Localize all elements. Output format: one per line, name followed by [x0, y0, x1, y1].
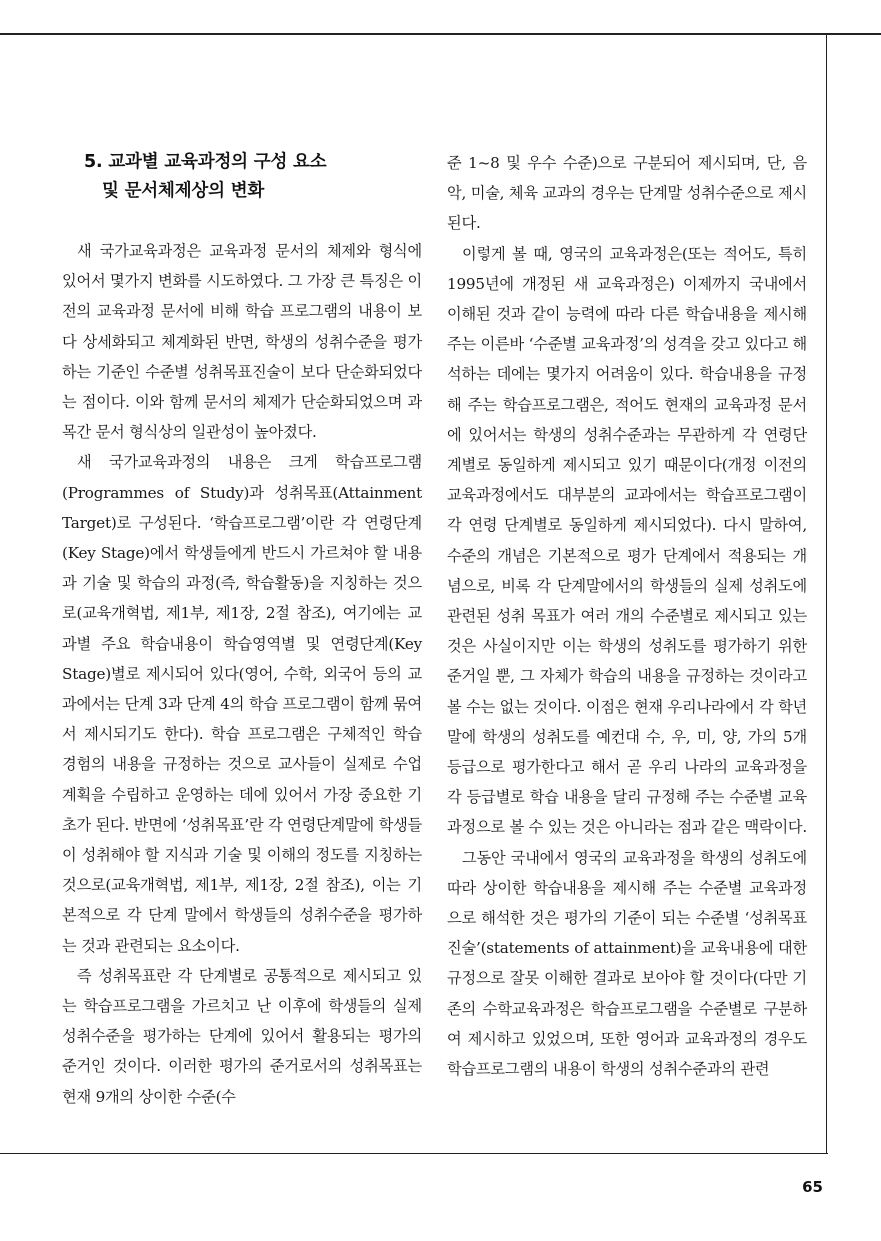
left-column: [62, 148, 422, 1112]
page-number: 65: [802, 1178, 823, 1196]
paragraph-continuation: 준 1~8 및 우수 수준)으로 구분되어 제시되며, 단, 음악, 미술, 체육 교과의 경우는 단계말 성취수준으로 제시된다.: [447, 154, 808, 233]
section-heading: [62, 148, 422, 206]
section-heading-line1: 5. 교과별 교육과정의 구성 요소: [84, 152, 327, 172]
paragraph: 이렇게 볼 때, 영국의 교육과정은(또는 적어도, 특히 1995년에 개정된 새 교육과정은) 이제까지 국내에서 이해된 것과 같이 능력에 따라 다른 학습내용을 제시해 주는 이른바 ‘수준별 교육과정’의 성격을 갖고 있다고 해석하는 데에는 몇가지 어려움이 있다. 학습내용을 규정해 주는 학습프로그램은, 적어도 현재의 교육과정 문서에 있어서는 학생의 성취수준과는 무관하게 각 연령단계별로 동일하게 제시되고 있기 때문이다(개정 이전의 교육과정에서도 대부분의 교과에서는 학습프로그램이 각 연령 단계별로 동일하게 제시되었다). 다시 말하여, 수준의 개념은 기본적으로 평가 단계에서 적용되는 개념으로, 비록 각 단계말에서의 학생들의 실제 성취도에 관련된 성취 목표가 여러 개의 수준별로 제시되고 있는 것은 사실이지만 이는 학생의 성취도를 평가하기 위한 준거일 뿐, 그 자체가 학습의 내용을 규정하는 것이라고 볼 수는 없는 것이다. 이점은 현재 우리나라에서 각 학년말에 학생의 성취도를 예컨대 수, 우, 미, 양, 가의 5개 등급으로 평가한다고 해서 곧 우리 나라의 교육과정을 각 등급별로 학습 내용을 달리 규정해 주는 수준별 교육과정으로 볼 수 있는 것은 아니라는 점과 같은 맥락이다.: [447, 244, 808, 837]
top-rule: [0, 33, 881, 35]
paragraph: 새 국가교육과정은 교육과정 문서의 체제와 형식에 있어서 몇가지 변화를 시도하였다. 그 가장 큰 특징은 이전의 교육과정 문서에 비해 학습 프로그램의 내용이 보다 상세화되고 체계화된 반면, 학생의 성취수준을 평가하는 기준인 수준별 성취목표진술이 보다 단순화되었다는 점이다. 이와 함께 문서의 체제가 단순화되었으며 과목간 문서 형식상의 일관성이 높아졌다.: [62, 242, 423, 442]
paragraph: 즉 성취목표란 각 단계별로 공통적으로 제시되고 있는 학습프로그램을 가르치고 난 이후에 학생들의 실제 성취수준을 평가하는 단계에 있어서 활용되는 평가의 준거인 것이다. 이러한 평가의 준거로서의 성취목표는 현재 9개의 상이한 수준(수: [62, 966, 422, 1106]
paragraph: 새 국가교육과정의 내용은 크게 학습프로그램(Programmes of Study)과 성취목표(Attainment Target)로 구성된다. ‘학습프로그램’이란 각 연령단계(Key Stage)에서 학생들에게 반드시 가르쳐야 할 내용과 기술 및 학습의 과정(즉, 학습활동)을 지칭하는 것으로(교육개혁법, 제1부, 제1장, 2절 참조), 여기에는 교과별 주요 학습내용이 학습영역별 및 연령단계(Key Stage)별로 제시되어 있다(영어, 수학, 외국어 등의 교과에서는 단계 3과 단계 4의 학습 프로그램이 함께 묶여서 제시되기도 한다). 학습 프로그램은 구체적인 학습 경험의 내용을 규정하는 것으로 교사들이 실제로 수업계획을 수립하고 운영하는 데에 있어서 가장 중요한 기초가 된다. 반면에 ‘성취목표’란 각 연령단계말에 학생들이 성취해야 할 지식과 기술 및 이해의 정도를 지칭하는 것으로(교육개혁법, 제1부, 제1장, 2절 참조), 이는 기본적으로 각 단계 말에서 학생들의 성취수준을 평가하는 것과 관련되는 요소이다.: [62, 453, 423, 955]
right-column: [447, 148, 807, 1084]
paragraph: 그동안 국내에서 영국의 교육과정을 학생의 성취도에 따라 상이한 학습내용을 제시해 주는 수준별 교육과정으로 해석한 것은 평가의 기준이 되는 수준별 ‘성취목표 진술’(statements of attainment)을 교육내용에 대한 규정으로 잘못 이해한 결과로 보아야 할 것이다(다만 기존의 수학교육과정은 학습프로그램을 수준별로 구분하여 제시하고 있었으며, 또한 영어과 교육과정의 경우도 학습프로그램의 내용이 학생의 성취수준과의 관련: [447, 848, 807, 1079]
section-heading-line2: 및 문서체제상의 변화: [102, 181, 265, 201]
bottom-rule: [0, 1153, 828, 1154]
right-margin-rule: [826, 33, 827, 1154]
